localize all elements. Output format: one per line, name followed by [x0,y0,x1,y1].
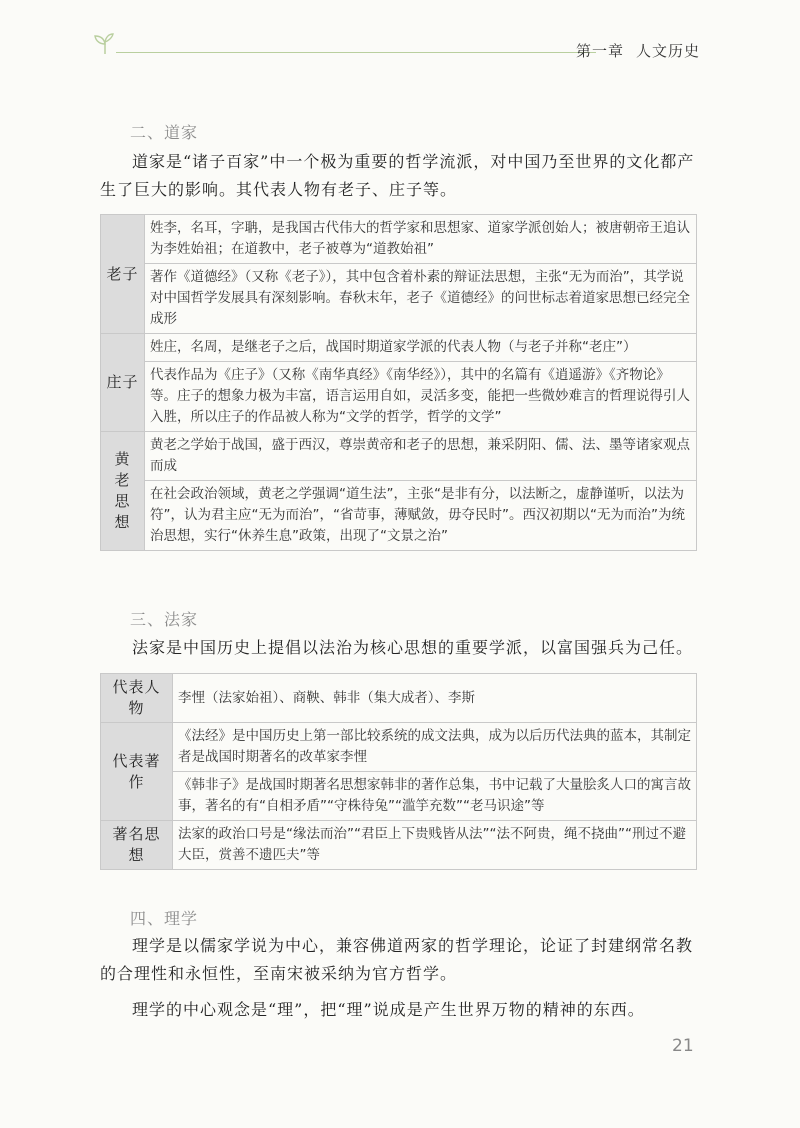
table-row [101,723,697,772]
lixue-para-2: 理学的中心观念是“理”，把“理”说成是产生世界万物的精神的东西。 [132,1000,645,1019]
chapter-label [576,40,700,61]
page-number: 21 [672,1036,694,1056]
table-row [101,334,697,362]
page-header [92,30,702,70]
table-cell: 《法经》是中国历史上第一部比较系统的成文法典，成为以后历代法典的蓝本，其制定者是战国时期著名的改革家李悝 [173,723,697,772]
table-row [101,432,697,481]
lixue-para-1: 理学是以儒家学说为中心，兼容佛道两家的哲学理论，论证了封建纲常名教的合理性和永恒性，至南宋被采纳为官方哲学。 [100,936,694,983]
table-row [101,215,697,264]
table-cell: 法家的政治口号是“缘法而治”“君臣上下贵贱皆从法”“法不阿贵，绳不挠曲”“刑过不避大臣，赏善不遗匹夫”等 [173,821,697,870]
table-cell: 李悝（法家始祖）、商鞅、韩非（集大成者）、李斯 [173,674,697,723]
row-head-daibiaozhuzuo: 代表著作 [101,723,173,821]
table-cell: 黄老之学始于战国，盛于西汉，尊崇黄帝和老子的思想，兼采阴阳、儒、法、墨等诸家观点而成 [145,432,697,481]
daojia-table [100,214,697,551]
table-cell: 姓李，名耳，字聃，是我国古代伟大的哲学家和思想家、道家学派创始人；被唐朝帝王追认为李姓始祖；在道教中，老子被尊为“道教始祖” [145,215,697,264]
row-head-laozi: 老子 [101,215,145,334]
table-cell: 在社会政治领域，黄老之学强调“道生法”，主张“是非有分，以法断之，虚静谨听，以法为符”，认为君主应“无为而治”，“省苛事，薄赋敛，毋夺民时”。西汉初期以“无为而治”为统治思想，实行“休养生息”政策，出现了“文景之治” [145,481,697,551]
row-head-zhuangzi: 庄子 [101,334,145,432]
table-row [101,674,697,723]
table-cell: 著作《道德经》（又称《老子》），其中包含着朴素的辩证法思想，主张“无为而治”，其学说对中国哲学发展具有深刻影响。春秋末年，老子《道德经》的问世标志着道家思想已经完全成形 [145,264,697,334]
section-title-lixue: 四、理学 [130,909,199,928]
chapter-title: 人文历史 [636,42,701,60]
section-title-fajia: 三、法家 [130,610,199,629]
table-row [101,821,697,870]
row-head-daibiaorenwu: 代表人物 [101,674,173,723]
table-cell: 姓庄，名周，是继老子之后，战国时期道家学派的代表人物（与老子并称“老庄”） [145,334,697,362]
daojia-intro: 道家是“诸子百家”中一个极为重要的哲学流派，对中国乃至世界的文化都产生了巨大的影响。其代表人物有老子、庄子等。 [100,152,695,199]
table-row [101,362,697,432]
header-rule [116,52,596,53]
section-title-daojia: 二、道家 [130,123,199,142]
row-head-zhumingsixiang: 著名思想 [101,821,173,870]
table-cell: 《韩非子》是战国时期著名思想家韩非的著作总集，书中记载了大量脍炙人口的寓言故事，著名的有“自相矛盾”“守株待兔”“滥竽充数”“老马识途”等 [173,772,697,821]
table-row [101,772,697,821]
sprout-icon [92,32,118,56]
row-head-huanglao: 黄老思想 [101,432,145,551]
fajia-table [100,673,697,870]
table-row [101,481,697,551]
table-cell: 代表作品为《庄子》（又称《南华真经》《南华经》），其中的名篇有《逍遥游》《齐物论》等。庄子的想象力极为丰富，语言运用自如，灵活多变，能把一些微妙难言的哲理说得引人入胜，所以庄子的作品被人称为“文学的哲学，哲学的文学” [145,362,697,432]
table-row [101,264,697,334]
chapter-number: 第一章 [576,42,625,60]
fajia-intro: 法家是中国历史上提倡以法治为核心思想的重要学派，以富国强兵为己任。 [132,638,694,657]
